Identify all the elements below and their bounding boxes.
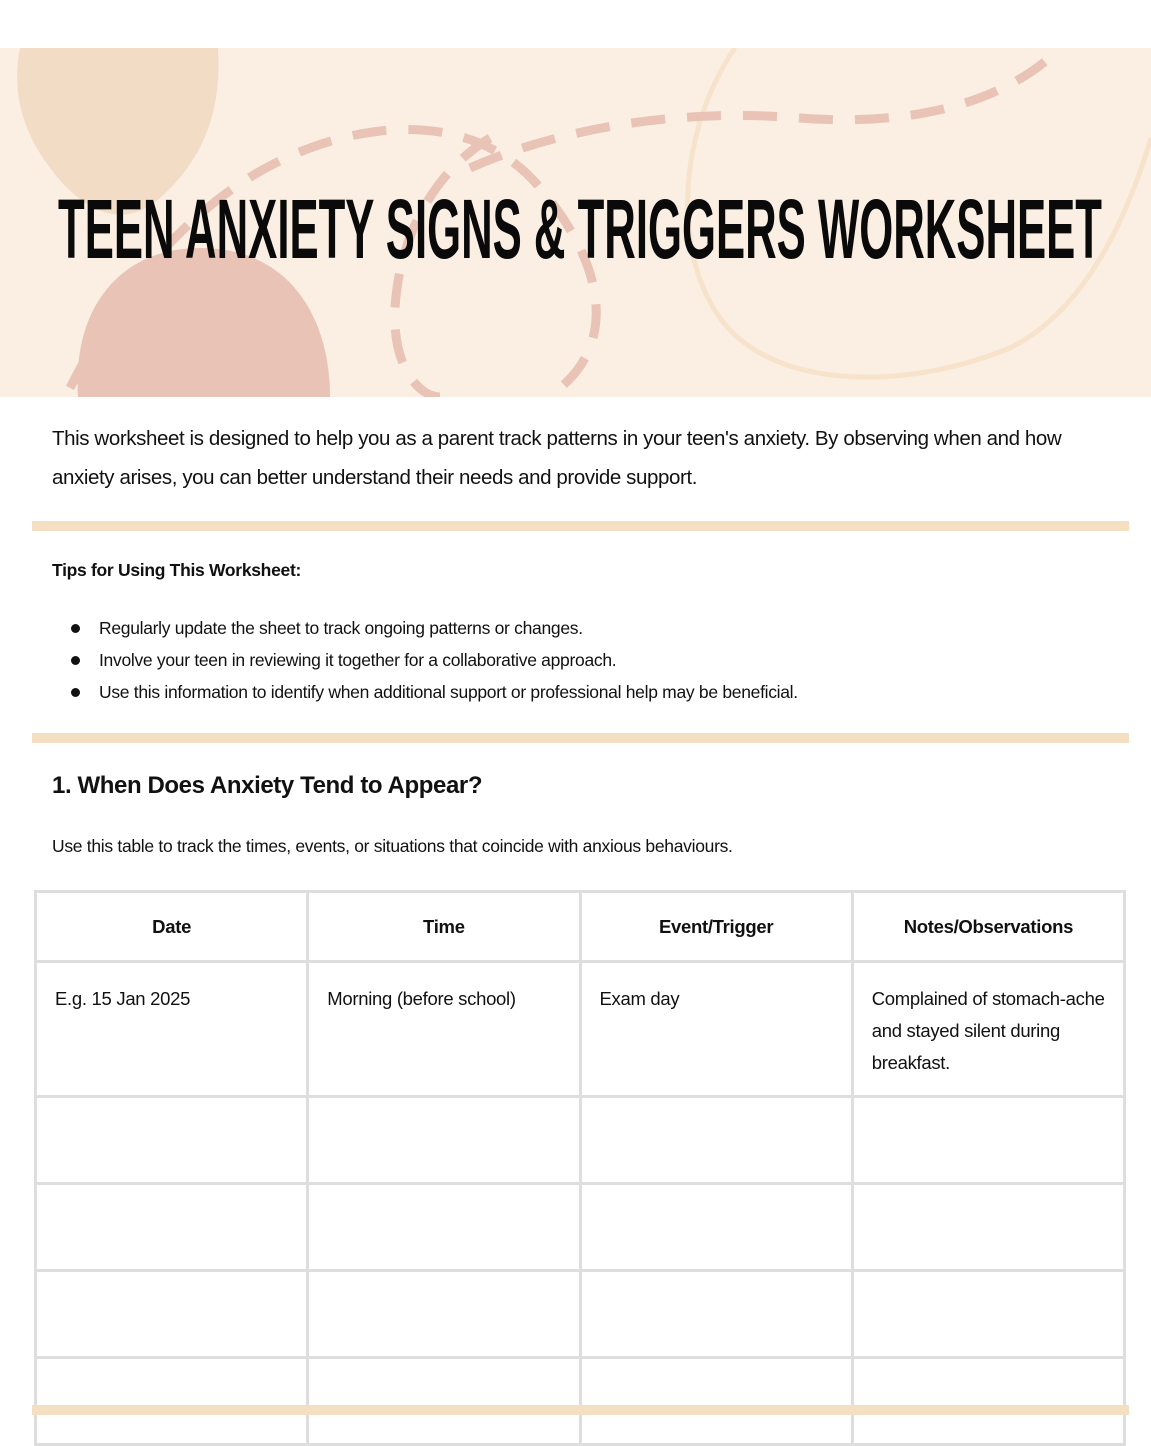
page-title: TEEN ANXIETY SIGNS & TRIGGERS WORKSHEET xyxy=(58,182,1102,270)
tips-list xyxy=(52,612,1112,708)
table-cell[interactable] xyxy=(308,1184,580,1271)
table-cell[interactable]: Morning (before school) xyxy=(308,962,580,1097)
divider xyxy=(32,1405,1129,1415)
table-cell[interactable] xyxy=(852,1358,1124,1445)
table-row-example xyxy=(36,962,1125,1097)
section-description: Use this table to track the times, events, or situations that coincide with anxious behaviours. xyxy=(52,836,733,856)
column-header-notes: Notes/Observations xyxy=(852,892,1124,962)
table-cell[interactable] xyxy=(36,1184,308,1271)
table-cell[interactable] xyxy=(36,1097,308,1184)
tips-heading: Tips for Using This Worksheet: xyxy=(52,560,301,580)
table-cell[interactable]: Complained of stomach-ache and stayed silent during breakfast. xyxy=(852,962,1124,1097)
table-row xyxy=(36,1097,1125,1184)
bullet-icon xyxy=(71,656,80,665)
table-cell[interactable] xyxy=(852,1184,1124,1271)
table-cell[interactable]: E.g. 15 Jan 2025 xyxy=(36,962,308,1097)
table-cell[interactable] xyxy=(580,1184,852,1271)
column-header-date: Date xyxy=(36,892,308,962)
divider xyxy=(32,733,1129,743)
section-heading: 1. When Does Anxiety Tend to Appear? xyxy=(52,772,483,799)
table-cell[interactable] xyxy=(852,1097,1124,1184)
table-cell[interactable] xyxy=(852,1271,1124,1358)
column-header-event: Event/Trigger xyxy=(580,892,852,962)
table-header-row xyxy=(36,892,1125,962)
tip-item xyxy=(52,676,1112,708)
table-cell[interactable] xyxy=(308,1358,580,1445)
table-cell[interactable]: Exam day xyxy=(580,962,852,1097)
table-cell[interactable] xyxy=(580,1358,852,1445)
tip-text: Involve your teen in reviewing it together for a collaborative approach. xyxy=(99,650,617,670)
table-cell[interactable] xyxy=(308,1097,580,1184)
table-cell[interactable] xyxy=(36,1358,308,1445)
table-cell[interactable] xyxy=(580,1271,852,1358)
table-cell[interactable] xyxy=(308,1271,580,1358)
column-header-time: Time xyxy=(308,892,580,962)
tip-text: Regularly update the sheet to track ongoing patterns or changes. xyxy=(99,618,583,638)
tip-item xyxy=(52,644,1112,676)
divider xyxy=(32,521,1129,531)
table-row xyxy=(36,1184,1125,1271)
bullet-icon xyxy=(71,624,80,633)
table-row xyxy=(36,1358,1125,1445)
anxiety-tracking-table xyxy=(34,890,1126,1446)
tip-text: Use this information to identify when additional support or professional help may be beneficial. xyxy=(99,682,798,702)
table-cell[interactable] xyxy=(36,1271,308,1358)
table-cell[interactable] xyxy=(580,1097,852,1184)
intro-paragraph: This worksheet is designed to help you as a parent track patterns in your teen's anxiety. By observing when and how anxiety arises, you can better understand their needs and provide support. xyxy=(52,427,1062,489)
tip-item xyxy=(52,612,1112,644)
table-row xyxy=(36,1271,1125,1358)
bullet-icon xyxy=(71,688,80,697)
